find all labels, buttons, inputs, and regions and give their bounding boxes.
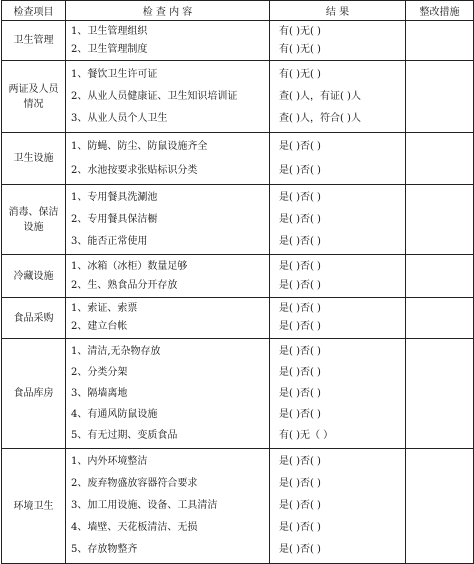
section-row [2, 255, 474, 298]
check-item-result[interactable]: 是( )否( ) [279, 321, 321, 332]
header-content: 检 查 内 容 [66, 1, 270, 21]
rectify-cell[interactable] [406, 61, 474, 133]
check-item-content: 4、墙壁、天花板清洁、无损 [71, 522, 198, 533]
table-body [2, 21, 474, 564]
check-item-content: 2、废弃物盛放容器符合要求 [71, 478, 198, 489]
rectify-cell[interactable] [406, 339, 474, 449]
check-item-content: 3、隔墙离地 [71, 388, 128, 399]
check-item-result[interactable]: 查( )人，符合( )人 [279, 112, 361, 124]
check-item-content: 2、从业人员健康证、卫生知识培训证 [71, 90, 238, 102]
section-result-cell [270, 133, 406, 185]
header-rectify: 整改措施 [406, 1, 474, 21]
section-category: 消毒、保洁设施 [2, 185, 66, 255]
section-category: 环境卫生 [2, 449, 66, 564]
section-row [2, 61, 474, 133]
check-item-result[interactable]: 是( )否( ) [279, 280, 321, 291]
section-content-cell [66, 21, 270, 61]
rectify-cell[interactable] [406, 255, 474, 298]
check-item-content: 5、有无过期、变质食品 [71, 430, 178, 441]
check-item-content: 1、内外环境整洁 [71, 456, 148, 467]
section-category: 两证及人员情况 [2, 61, 66, 133]
rectify-cell[interactable] [406, 21, 474, 61]
section-result-cell [270, 339, 406, 449]
rectify-cell[interactable] [406, 449, 474, 564]
section-category: 食品采购 [2, 298, 66, 339]
section-content-cell [66, 185, 270, 255]
section-row [2, 298, 474, 339]
section-content-cell [66, 298, 270, 339]
check-item-content: 2、专用餐具保洁橱 [71, 213, 158, 225]
section-row [2, 133, 474, 185]
table-header-row [2, 1, 474, 21]
check-item-result[interactable]: 查( )人，有证( )人 [279, 90, 361, 102]
section-content-cell [66, 61, 270, 133]
check-item-result[interactable]: 是( )否( ) [279, 140, 321, 152]
check-item-result[interactable]: 是( )否( ) [279, 164, 321, 176]
check-item-result[interactable]: 是( )否( ) [279, 213, 321, 225]
check-item-content: 1、清洁,无杂物存放 [71, 346, 161, 357]
check-item-result[interactable]: 是( )否( ) [279, 191, 321, 203]
check-item-result[interactable]: 是( )否( ) [279, 367, 321, 378]
check-item-result[interactable]: 是( )否( ) [279, 456, 321, 467]
section-row [2, 449, 474, 564]
section-content-cell [66, 449, 270, 564]
check-item-result[interactable]: 是( )否( ) [279, 500, 321, 511]
check-item-result[interactable]: 是( )否( ) [279, 478, 321, 489]
check-item-content: 1、餐饮卫生许可证 [71, 68, 158, 80]
check-item-content: 2、建立台帐 [71, 321, 128, 332]
header-result: 结 果 [270, 1, 406, 21]
check-item-result[interactable]: 有( )无( ) [279, 25, 321, 37]
rectify-cell[interactable] [406, 133, 474, 185]
check-item-content: 4、有通风防鼠设施 [71, 409, 158, 420]
check-item-content: 3、加工用设施、设备、工具清洁 [71, 500, 218, 511]
section-row [2, 21, 474, 61]
check-item-result[interactable]: 是( )否( ) [279, 303, 321, 314]
section-content-cell [66, 133, 270, 185]
check-item-result[interactable]: 是( )否( ) [279, 235, 321, 247]
check-item-result[interactable]: 有( )无（ ） [279, 430, 334, 441]
section-category: 食品库房 [2, 339, 66, 449]
check-item-content: 5、存放物整齐 [71, 544, 138, 555]
check-item-result[interactable]: 是( )否( ) [279, 522, 321, 533]
section-content-cell [66, 339, 270, 449]
check-item-result[interactable]: 有( )无( ) [279, 43, 321, 55]
check-item-content: 2、卫生管理制度 [71, 43, 148, 55]
inspection-table [1, 0, 474, 564]
check-item-content: 2、水池按要求张贴标识分类 [71, 164, 198, 176]
check-item-content: 1、卫生管理组织 [71, 25, 148, 37]
section-category: 卫生设施 [2, 133, 66, 185]
check-item-result[interactable]: 是( )否( ) [279, 261, 321, 272]
section-result-cell [270, 185, 406, 255]
section-row [2, 339, 474, 449]
section-row [2, 185, 474, 255]
check-item-result[interactable]: 是( )否( ) [279, 409, 321, 420]
check-item-content: 1、索证、索票 [71, 303, 138, 314]
check-item-result[interactable]: 是( )否( ) [279, 346, 321, 357]
check-item-content: 1、防蝇、防尘、防鼠设施齐全 [71, 140, 208, 152]
check-item-content: 1、冰箱（冰柜）数量足够 [71, 261, 188, 272]
check-item-content: 3、能否正常使用 [71, 235, 148, 247]
section-result-cell [270, 255, 406, 298]
section-content-cell [66, 255, 270, 298]
section-result-cell [270, 298, 406, 339]
rectify-cell[interactable] [406, 298, 474, 339]
check-item-content: 1、专用餐具洗涮池 [71, 191, 158, 203]
section-result-cell [270, 21, 406, 61]
section-result-cell [270, 61, 406, 133]
check-item-result[interactable]: 有( )无( ) [279, 68, 321, 80]
check-item-result[interactable]: 是( )否( ) [279, 544, 321, 555]
header-item: 检查项目 [2, 1, 66, 21]
check-item-content: 2、分类分架 [71, 367, 128, 378]
section-category: 卫生管理 [2, 21, 66, 61]
rectify-cell[interactable] [406, 185, 474, 255]
check-item-content: 3、从业人员个人卫生 [71, 112, 168, 124]
section-result-cell [270, 449, 406, 564]
check-item-content: 2、生、熟食品分开存放 [71, 280, 178, 291]
check-item-result[interactable]: 是( )否( ) [279, 388, 321, 399]
section-category: 冷藏设施 [2, 255, 66, 298]
